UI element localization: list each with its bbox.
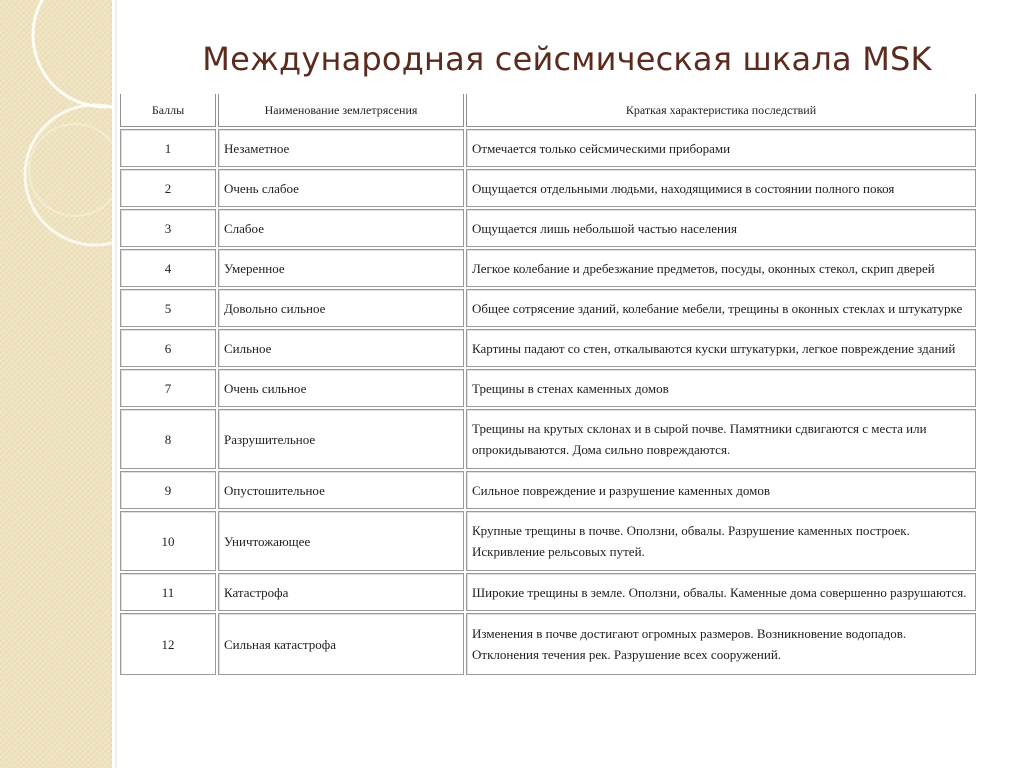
name-cell: Незаметное <box>218 129 464 167</box>
msk-scale-table <box>118 92 978 677</box>
description-cell: Общее сотрясение зданий, колебание мебели, трещины в оконных стеклах и штукатурке <box>466 289 976 327</box>
name-cell: Катастрофа <box>218 573 464 611</box>
table-row <box>120 573 976 611</box>
table-row <box>120 249 976 287</box>
score-cell: 1 <box>120 129 216 167</box>
description-cell: Отмечается только сейсмическими приборами <box>466 129 976 167</box>
name-cell: Слабое <box>218 209 464 247</box>
score-cell: 4 <box>120 249 216 287</box>
table-row <box>120 329 976 367</box>
table-row <box>120 169 976 207</box>
table-row <box>120 129 976 167</box>
name-cell: Уничтожающее <box>218 511 464 571</box>
side-band-divider <box>112 0 115 768</box>
score-cell: 5 <box>120 289 216 327</box>
description-cell: Изменения в почве достигают огромных размеров. Возникновение водопадов. Отклонения течения рек. Разрушение всех сооружений. <box>466 613 976 675</box>
name-cell: Сильное <box>218 329 464 367</box>
name-cell: Опустошительное <box>218 471 464 509</box>
name-cell: Довольно сильное <box>218 289 464 327</box>
page-title: Международная сейсмическая шкала MSK <box>202 40 932 78</box>
table-row <box>120 613 976 675</box>
score-cell: 10 <box>120 511 216 571</box>
header-name: Наименование землетрясения <box>218 94 464 127</box>
table-row <box>120 471 976 509</box>
description-cell: Трещины в стенах каменных домов <box>466 369 976 407</box>
description-cell: Сильное повреждение и разрушение каменных домов <box>466 471 976 509</box>
table-row <box>120 369 976 407</box>
name-cell: Умеренное <box>218 249 464 287</box>
name-cell: Разрушительное <box>218 409 464 469</box>
score-cell: 6 <box>120 329 216 367</box>
score-cell: 8 <box>120 409 216 469</box>
score-cell: 9 <box>120 471 216 509</box>
table-row <box>120 289 976 327</box>
description-cell: Картины падают со стен, откалываются куски штукатурки, легкое повреждение зданий <box>466 329 976 367</box>
description-cell: Широкие трещины в земле. Оползни, обвалы. Каменные дома совершенно разрушаются. <box>466 573 976 611</box>
table-row <box>120 209 976 247</box>
table-row <box>120 409 976 469</box>
description-cell: Крупные трещины в почве. Оползни, обвалы. Разрушение каменных построек. Искривление рельсовых путей. <box>466 511 976 571</box>
name-cell: Очень сильное <box>218 369 464 407</box>
score-cell: 7 <box>120 369 216 407</box>
decorative-side-band <box>0 0 112 768</box>
name-cell: Очень слабое <box>218 169 464 207</box>
score-cell: 11 <box>120 573 216 611</box>
description-cell: Трещины на крутых склонах и в сырой почве. Памятники сдвигаются с места или опрокидываются. Дома сильно повреждаются. <box>466 409 976 469</box>
header-score: Баллы <box>120 94 216 127</box>
header-description: Краткая характеристика последствий <box>466 94 976 127</box>
table-header-row <box>120 94 976 127</box>
decorative-circles <box>0 0 112 260</box>
table-row <box>120 511 976 571</box>
score-cell: 12 <box>120 613 216 675</box>
name-cell: Сильная катастрофа <box>218 613 464 675</box>
scale-table-container <box>118 92 978 722</box>
description-cell: Ощущается лишь небольшой частью населения <box>466 209 976 247</box>
description-cell: Легкое колебание и дребезжание предметов, посуды, оконных стекол, скрип дверей <box>466 249 976 287</box>
description-cell: Ощущается отдельными людьми, находящимися в состоянии полного покоя <box>466 169 976 207</box>
score-cell: 3 <box>120 209 216 247</box>
score-cell: 2 <box>120 169 216 207</box>
